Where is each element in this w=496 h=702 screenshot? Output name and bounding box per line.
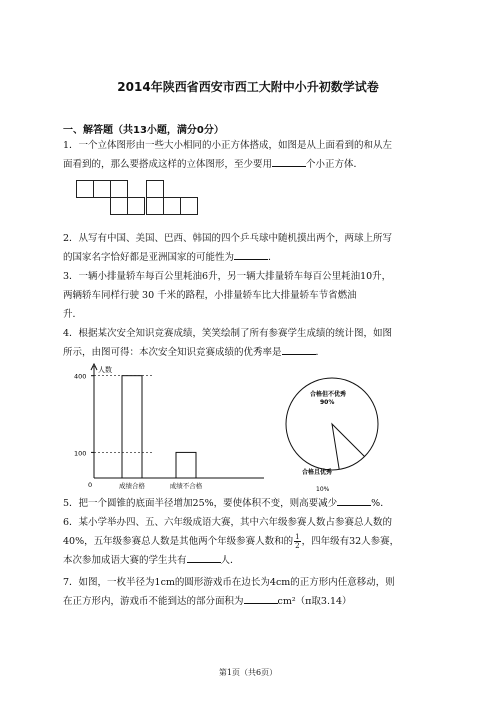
pie-label-excellent: 合格且优秀 (302, 469, 333, 476)
bar-2 (176, 452, 196, 478)
pie-label-pass: 合格但不优秀 (310, 391, 347, 398)
question-5 (63, 494, 435, 513)
q6-line-1: 6．某小学举办四、五、六年级成语大赛，其中六年级参赛人数占参赛总人数的 (63, 517, 393, 528)
q5-line-1: 5．把一个圆锥的底面半径增加25%，要使体积不变，则高要减少 %． (63, 494, 435, 513)
section-heading: 一、解答题（共13小题，满分0分） (63, 125, 224, 136)
q4-line-2: 所示，由图可得：本次安全知识竞赛成绩的优秀率是 ． (63, 343, 435, 362)
pie-percent-pass: 90% (320, 399, 335, 406)
question-4 (63, 324, 435, 362)
y-tick-label: 400 (74, 372, 87, 381)
question-2 (63, 229, 435, 267)
answer-blank (244, 593, 278, 604)
q6-line-3: 本次参加成语大赛的学生共有 人． (63, 551, 435, 570)
q1-line-2: 面看到的，那么要搭成这样的立体图形，至少要用 个小正方体． (63, 155, 435, 174)
y-axis-label: 人数 (98, 366, 112, 374)
q7-line-1: 7．如图，一枚半径为1cm的圆形游戏币在边长为4cm的正方形内任意移动，则 (63, 577, 395, 588)
bar-1 (122, 376, 142, 478)
question-3 (63, 267, 435, 324)
q2-line-1: 2．从写有中国、美国、巴西、韩国的四个乒乓球中随机摸出两个，两球上所写 (63, 233, 393, 244)
q3-line-2: 两辆轿车同样行驶 30 千米的路程，小排量轿车比大排量轿车节省燃油 (63, 290, 357, 301)
q2-line-2: 的国家名字恰好都是亚洲国家的可能性为 ． (63, 248, 435, 267)
question-6 (63, 513, 435, 570)
page-footer: 第1页（共6页） (218, 668, 278, 677)
page-title: 2014年陕西省西安市西工大附中小升初数学试卷 (117, 80, 379, 94)
pie-percent-excellent: 10% (316, 486, 330, 493)
answer-blank (282, 344, 316, 355)
answer-blank (234, 249, 268, 260)
answer-blank (337, 495, 371, 506)
answer-blank (272, 156, 306, 167)
question-7 (63, 573, 435, 611)
answer-blank (187, 552, 221, 563)
q3-line-3: 升． (63, 309, 83, 320)
category-label: 成绩合格 (119, 482, 145, 490)
question-1 (63, 136, 435, 174)
q4-line-1: 4．根据某次安全知识竞赛成绩，笑笑绘制了所有参赛学生成绩的统计图，如图 (63, 328, 393, 339)
fraction-one-half: $\frac{1}{2}$ (295, 533, 300, 550)
origin-label: 0 (88, 481, 93, 489)
y-tick-label: 100 (74, 449, 87, 458)
category-label: 成绩不合格 (169, 482, 203, 490)
q6-line-2: 40%，五年级参赛总人数是其他两个年级参赛人数和的 $\frac{1}{2}$ ，四年级有32人参赛， (63, 533, 400, 550)
statistics-chart (64, 362, 444, 494)
q3-line-1: 3．一辆小排量轿车每百公里耗油6升，另一辆大排量轿车每百公里耗油10升， (63, 271, 392, 282)
q1-line-1: 1．一个立体图形由一些大小相同的小正方体搭成，如图是从上面看到的和从左 (63, 140, 393, 151)
q7-line-2: 在正方形内，游戏币不能到达的部分面积为 cm²（π取3.14） (63, 592, 435, 611)
